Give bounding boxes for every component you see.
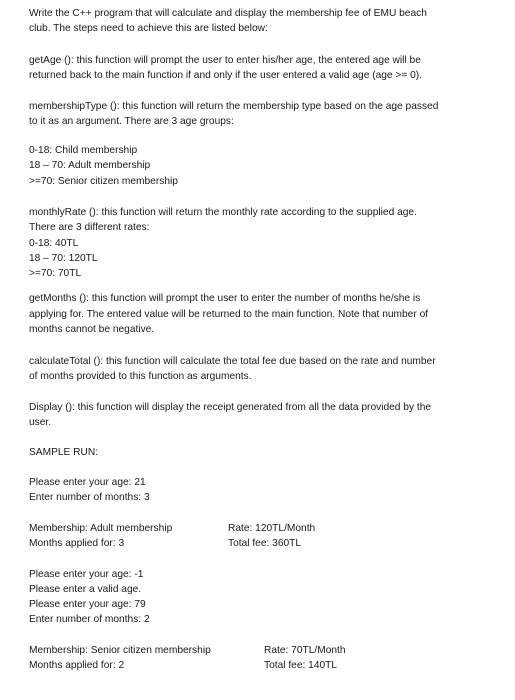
getmonths-line-3: months cannot be negative. xyxy=(29,324,155,335)
display-line-2: user. xyxy=(29,417,52,428)
getage-line-2: returned back to the main function if and only if the user entered a valid age (age >= 0). xyxy=(29,70,423,81)
intro-line-2: club. The steps need to achieve this are listed below: xyxy=(29,23,268,34)
membershiptype-line-2: to it as an argument. There are 3 age groups: xyxy=(29,116,234,127)
getmonths-line-2: applying for. The entered value will be returned to the main function. Note that number of xyxy=(29,309,429,320)
intro-line-1: Write the C++ program that will calculate and display the membership fee of EMU beach xyxy=(29,8,427,19)
sample-run-heading: SAMPLE RUN: xyxy=(29,447,99,458)
run2-membership: Membership: Senior citizen membership xyxy=(29,645,211,656)
run1-rate: Rate: 120TL/Month xyxy=(228,523,316,534)
age-group-adult: 18 – 70: Adult membership xyxy=(29,160,151,171)
run2-rate: Rate: 70TL/Month xyxy=(264,645,346,656)
run2-age-prompt-2: Please enter your age: 79 xyxy=(29,599,146,610)
monthlyrate-line-2: There are 3 different rates: xyxy=(29,222,150,233)
run2-age-prompt-1: Please enter your age: -1 xyxy=(29,569,144,580)
run2-months-prompt: Enter number of months: 2 xyxy=(29,614,150,625)
getmonths-line-1: getMonths (): this function will prompt the user to enter the number of months he/she is xyxy=(29,293,421,304)
rate-child: 0-18: 40TL xyxy=(29,238,79,249)
run1-total-fee: Total fee: 360TL xyxy=(228,538,302,549)
run1-membership: Membership: Adult membership xyxy=(29,523,173,534)
run2-months-applied: Months applied for: 2 xyxy=(29,660,125,671)
getage-line-1: getAge (): this function will prompt the user to enter his/her age, the entered age will be xyxy=(29,55,421,66)
rate-senior: >=70: 70TL xyxy=(29,268,82,279)
calculatetotal-line-2: of months provided to this function as arguments. xyxy=(29,371,252,382)
display-line-1: Display (): this function will display the receipt generated from all the data provided by the xyxy=(29,402,432,413)
run1-months-applied: Months applied for: 3 xyxy=(29,538,125,549)
run1-age-prompt: Please enter your age: 21 xyxy=(29,477,146,488)
age-group-child: 0-18: Child membership xyxy=(29,145,138,156)
rate-adult: 18 – 70: 120TL xyxy=(29,253,98,264)
calculatetotal-line-1: calculateTotal (): this function will calculate the total fee due based on the rate and number xyxy=(29,356,436,367)
run2-total-fee: Total fee: 140TL xyxy=(264,660,338,671)
membershiptype-line-1: membershipType (): this function will return the membership type based on the age passed xyxy=(29,101,439,112)
age-group-senior: >=70: Senior citizen membership xyxy=(29,176,178,187)
monthlyrate-line-1: monthlyRate (): this function will return the monthly rate according to the supplied age. xyxy=(29,207,417,218)
run2-invalid-age-message: Please enter a valid age. xyxy=(29,584,142,595)
run1-months-prompt: Enter number of months: 3 xyxy=(29,492,150,503)
